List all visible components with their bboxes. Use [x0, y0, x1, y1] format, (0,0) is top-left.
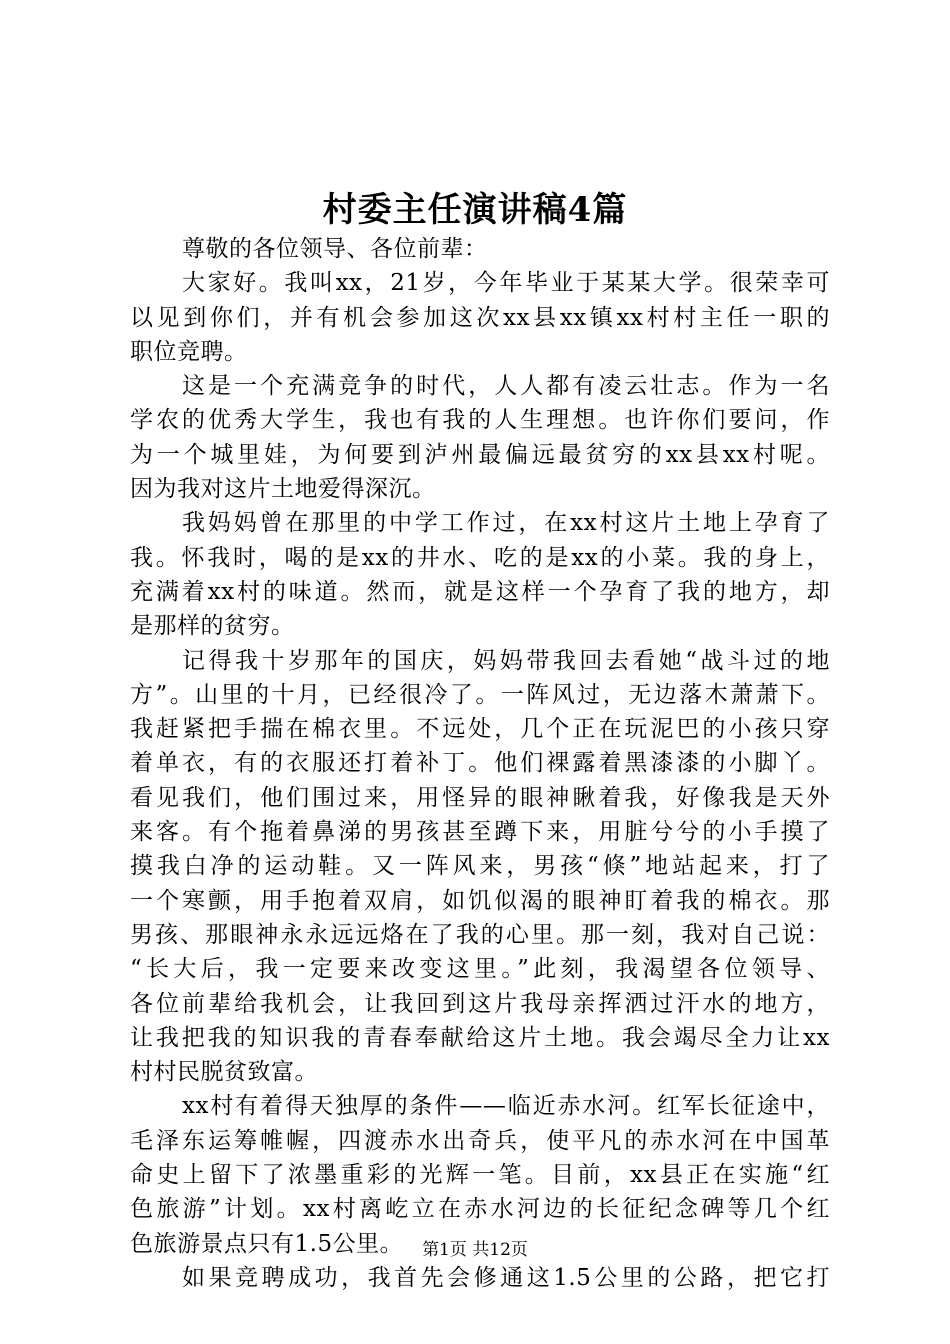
text-line: xx村有着得天独厚的条件——临近赤水河。红军长征途中，: [182, 1093, 830, 1120]
text-line: 来客。有个拖着鼻涕的男孩甚至蹲下来，用脏兮兮的小手摸了: [130, 819, 830, 846]
text-line: 色旅游景点只有1.5公里。: [130, 1230, 404, 1257]
text-line: 充满着xx村的味道。然而，就是这样一个孕育了我的地方，却: [130, 578, 830, 605]
text-line: 一个寒颤，用手抱着双肩，如饥似渴的眼神盯着我的棉衣。那: [130, 887, 830, 914]
document-title: 村委主任演讲稿4篇: [322, 190, 628, 230]
text-line: 我。怀我时，喝的是xx的井水、吃的是xx的小菜。我的身上，: [130, 544, 830, 571]
text-line: 摸我白净的运动鞋。又一阵风来，男孩“倏”地站起来，打了: [130, 853, 830, 880]
text-line: 毛泽东运筹帷幄，四渡赤水出奇兵，使平凡的赤水河在中国革: [130, 1127, 830, 1154]
text-line: 职位竞聘。: [130, 338, 248, 365]
text-line: “长大后，我一定要来改变这里。”此刻，我渴望各位领导、: [130, 956, 830, 983]
text-line: 以见到你们，并有机会参加这次xx县xx镇xx村村主任一职的: [130, 304, 830, 331]
text-line: 记得我十岁那年的国庆，妈妈带我回去看她“战斗过的地: [182, 647, 830, 674]
text-line: 着单衣，有的衣服还打着补丁。他们裸露着黑漆漆的小脚丫。: [130, 750, 830, 777]
text-line: 让我把我的知识我的青春奉献给这片土地。我会竭尽全力让xx: [130, 1024, 830, 1051]
text-line: 方”。山里的十月，已经很冷了。一阵风过，无边落木萧萧下。: [130, 681, 830, 708]
text-line: 这是一个充满竞争的时代，人人都有凌云壮志。作为一名: [182, 373, 830, 400]
text-line: 为一个城里娃，为何要到泸州最偏远最贫穷的xx县xx村呢。: [130, 441, 830, 468]
text-line: 如果竞聘成功，我首先会修通这1.5公里的公路，把它打: [182, 1264, 830, 1291]
text-line: 看见我们，他们围过来，用怪异的眼神瞅着我，好像我是天外: [130, 784, 830, 811]
text-line: 我妈妈曾在那里的中学工作过，在xx村这片土地上孕育了: [182, 510, 830, 537]
text-line: 命史上留下了浓墨重彩的光辉一笔。目前，xx县正在实施“红: [130, 1162, 830, 1189]
text-line: 大家好。我叫xx，21岁，今年毕业于某某大学。很荣幸可: [182, 270, 830, 297]
page-footer: 第1页 共12页: [422, 1240, 528, 1260]
text-line: 学农的优秀大学生，我也有我的人生理想。也许你们要问，作: [130, 407, 830, 434]
text-line: 村村民脱贫致富。: [130, 1059, 318, 1086]
text-line: 尊敬的各位领导、各位前辈：: [182, 236, 488, 262]
text-line: 因为我对这片土地爱得深沉。: [130, 476, 436, 503]
text-line: 我赶紧把手揣在棉衣里。不远处，几个正在玩泥巴的小孩只穿: [130, 716, 830, 743]
text-line: 男孩、那眼神永永远远烙在了我的心里。那一刻，我对自己说：: [130, 921, 830, 948]
text-line: 是那样的贫穷。: [130, 613, 295, 640]
document-body: [130, 232, 830, 1295]
text-line: 色旅游”计划。xx村离屹立在赤水河边的长征纪念碑等几个红: [130, 1196, 830, 1223]
text-line: 各位前辈给我机会，让我回到这片我母亲挥洒过汗水的地方，: [130, 990, 830, 1017]
